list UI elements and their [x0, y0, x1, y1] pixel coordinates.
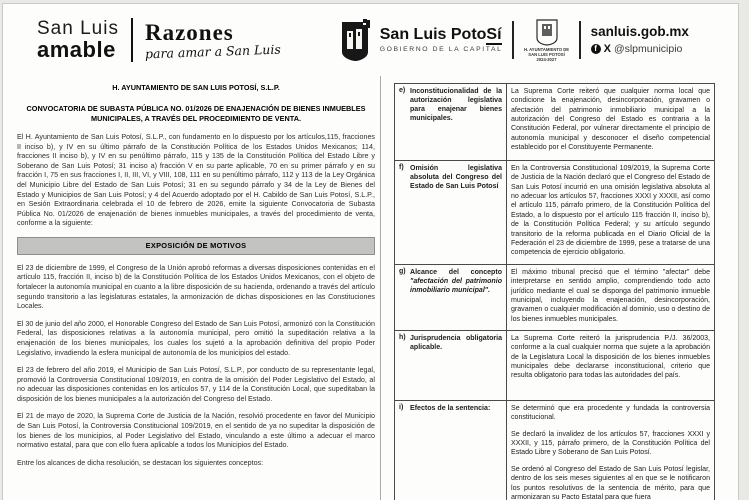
san-luis-amable-logo	[37, 19, 119, 61]
table-row	[395, 84, 715, 161]
x-twitter-icon: X	[603, 42, 611, 55]
crest-line3: 2024-2027	[536, 57, 557, 63]
body-paragraph: El 21 de mayo de 2020, la Suprema Corte de Justicia de la Nación, resolvió procedente en favor del Municipio de San Luis Potosí, la Controversia Constitucional 109/2019, en el sentido de ya no supeditar la disposición de los bienes de los municipios, al Poder Legislativo del Estado, vinculando a este último a adecuar el marco normativo estatal, para que con ello fuera aplicable a todos los Municipios del Estado.	[17, 412, 375, 450]
row-text-cell: En la Controversia Constitucional 109/2019, la Suprema Corte de Justicia de la Nación declaró que el Congreso del Estado de San Luis Potosí incurrió en una omisión legislativa absoluta al no adecuar los artículos 57, fracciones XXXI y XXXII, así como el artículo 115, párrafo primero, de la Constitución Política del Estado, a lo dispuesto por el artículo 115 fracción II, inciso b), de la Constitución Política Federal; y su artículo segundo transitorio de la reforma publicada en el Diario Oficial de la Federación el 23 de diciembre de 1999, pese a tratarse de una competencia de ejercicio obligatorio.	[507, 161, 715, 265]
row-key: f)	[399, 164, 404, 171]
table-row	[395, 265, 715, 331]
row-label: Omisión legislativa absoluta del Congreso del Estado de San Luis Potosí	[410, 165, 502, 191]
sentence-effect: Se determinó que era procedente y fundada la controversia constitucional.	[511, 405, 710, 422]
intro-paragraph: El H. Ayuntamiento de San Luis Potosí, S.L.P., con fundamento en lo dispuesto por los artículos,115, fracciones II inciso b), y IV en su último párrafo de la Constitución Política de los Estados Unidos Mexicanos; 114, fracciones II inciso b), y IV en su penúltimo párrafo, 115 y 135 de la Constitución Política del Estado Libre y Soberano de San Luis Potosí; 31 inciso a) fracción V en su parte aplicable, 70 en su primer párrafo y en su fracción I, 75 en sus fracciones I, II, III, VI, y VIII, 108, 111 en su penúltimo párrafo, 112 y 113 de la Ley Orgánica del Municipio Libre del Estado de San Luis Potosí; 31 en su segundo párrafo y 34 de la Ley de Bienes del Estado y Municipios de San Luis Potosí; y 4 del Acuerdo adoptado por el H. Cabildo de San Luis Potosí, S.L.P., en Sesión Extraordinaria celebrada el 10 de febrero de 2026, emite la siguiente Convocatoria de Subasta Pública No. 01/2026 de enajenación de bienes inmuebles municipales, a través del procedimiento de venta, conforme a la siguiente:	[17, 133, 375, 228]
sentence-effect: Se ordenó al Congreso del Estado de San Luis Potosí legislar, dentro de los seis meses siguientes al en que se le notificaron los puntos resolutivos de la sentencia de mérito, para que armonizaran su Pacto Estatal para que fuera	[511, 465, 710, 500]
document-title: H. AYUNTAMIENTO DE SAN LUIS POTOSÍ, S.L.P.	[112, 83, 280, 92]
gov-name	[380, 26, 503, 44]
ayuntamiento-crest-block	[524, 18, 569, 63]
row-text-cell	[507, 401, 715, 500]
gov-name-block	[380, 26, 503, 53]
social-row	[591, 43, 689, 56]
razones-tagline	[144, 20, 281, 62]
ayuntamiento-crest-text	[524, 47, 569, 63]
body-paragraph-partial: Entre los alcances de dicha resolución, se destacan los siguientes conceptos:	[17, 458, 264, 467]
body-paragraph: El 23 de febrero del año 2019, el Municipio de San Luis Potosí, S.L.P., por conducto de su representante legal, promovió la Controversia Constitucional 109/2019, en contra de la omisión del Poder Legislativo del Estado, al no adecuar las disposiciones contenidas en los artículos 57, y 114 de la Constitución Local, que supeditaban la disposición de los bienes municipales a la autorización del Congreso del Estado.	[17, 366, 375, 403]
row-text-cell: La Suprema Corte reiteró la jurisprudencia P./J. 36/2003, conforme a la cual cualquier norma que sujete a la aprobación de la Legislatura Local la disposición de los bienes inmuebles municipales debe declararse inconstitucional, criterio que resulta obligatorio para todas las autoridades del país.	[507, 331, 715, 401]
row-label-cell	[395, 161, 507, 265]
contact-block	[591, 24, 689, 55]
header-divider-2	[512, 21, 514, 59]
column-divider	[380, 76, 381, 500]
brand-line2: amable	[37, 37, 116, 62]
body-paragraph: El 30 de junio del año 2000, el Honorable Congreso del Estado de San Luis Potosí, armonizó con la Constitución Federal, las disposiciones relativas a la autonomía municipal, pero omitió la supeditación relativa a la enajenación de los bienes municipales, los cuales los sujetó a la aprobación definitiva del propio Poder Legislativo, invadiendo la esfera municipal de autonomía de los municipios del estado.	[17, 319, 375, 357]
section-heading-banner: EXPOSICIÓN DE MOTIVOS	[17, 237, 375, 255]
row-key: e)	[399, 87, 406, 94]
gov-subtitle: GOBIERNO DE LA CAPITAL	[379, 46, 503, 54]
row-label-cell	[395, 84, 507, 161]
row-label	[410, 268, 502, 295]
tagline-title: Razones	[144, 20, 234, 46]
city-shield-icon	[339, 19, 372, 61]
document-header	[3, 10, 738, 70]
gov-name-underlined: Sí	[486, 26, 502, 44]
government-logo-block	[339, 19, 503, 61]
row-label-plain: Alcance del concepto	[410, 269, 502, 276]
ayuntamiento-crest-icon	[535, 18, 559, 46]
brand-line1: San Luis	[37, 18, 119, 39]
row-text-cell: La Suprema Corte reiteró que cualquier norma local que condicione la enajenación, desincorporación, gravamen o afectación del patrimonio inmobiliario municipal a la autorización del Congreso del Estado es contraria a la Constitución Federal, por vulnerar directamente el principio de autonomía municipal y desconocer el diseño competencial establecido por el Constituyente Permanente.	[507, 84, 715, 161]
website-url: sanluis.gob.mx	[590, 24, 689, 40]
row-label: Jurisprudencia obligatoria aplicable.	[410, 335, 502, 352]
tagline-script: para amar a San Luis	[144, 41, 281, 62]
left-column	[17, 83, 375, 476]
row-label-cell	[395, 401, 507, 500]
row-label-italic: "afectación del patrimonio inmobiliario municipal".	[410, 278, 502, 295]
body-paragraph: El 23 de diciembre de 1999, el Congreso de la Unión aprobó reformas a diversas disposiciones contenidas en el artículo 115, fracción II, inciso b) de la Constitución Política de los Estados Unidos Mexicanos, con el objeto de fortalecer la autonomía municipal en cuanto a la libre disposición de su hacienda, ordenando a través del artículo segundo transitorio a las legislaturas estatales, la armonización de dichas disposiciones en las Constituciones Locales.	[17, 263, 375, 311]
header-divider	[131, 18, 133, 62]
table-row	[395, 401, 715, 500]
row-label: Efectos de la sentencia:	[410, 405, 491, 412]
document-subtitle: CONVOCATORIA DE SUBASTA PÚBLICA NO. 01/2026 DE ENAJENACIÓN DE BIENES INMUEBLES MUNICIPALES, A TRAVÉS DEL PROCEDIMIENTO DE VENTA.	[26, 103, 366, 123]
row-key: g)	[399, 268, 406, 275]
gov-name-plain: San Luis Poto	[379, 26, 487, 44]
crest-line2: SAN LUIS POTOSÍ	[528, 51, 565, 57]
concepts-table	[394, 83, 715, 500]
table-row	[395, 331, 715, 401]
row-key: i)	[399, 404, 404, 411]
sentence-effect: Se declaró la invalidez de los artículos 57, fracciones XXXI y XXXII, y 115, párrafo primero, de la Constitución Política del Estado Libre y Soberano de San Luis Potosí.	[511, 430, 710, 457]
crest-line1: H. AYUNTAMIENTO DE	[523, 46, 570, 52]
facebook-icon: f	[591, 44, 601, 54]
scanned-document-page	[2, 3, 739, 500]
row-key: h)	[399, 334, 406, 341]
row-label-cell	[395, 331, 507, 401]
row-label-cell	[395, 265, 507, 331]
social-handle: @slpmunicipio	[613, 42, 683, 55]
table-row	[395, 161, 715, 265]
row-text-cell: El máximo tribunal precisó que el término "afectar" debe interpretarse en sentido amplio, comprendiendo todo acto jurídico mediante el cual se disponga del patrimonio inmueble municipal, incluyendo la enajenación, desincorporación, gravamen o cualquier modificación al dominio, uso o destino de los bienes inmuebles municipales.	[507, 265, 715, 331]
header-divider-3	[579, 21, 581, 59]
row-label: Inconstitucionalidad de la autorización legislativa para enajenar bienes municipales.	[410, 88, 502, 123]
